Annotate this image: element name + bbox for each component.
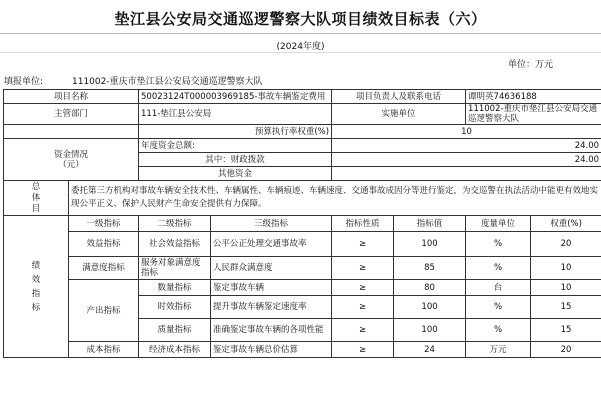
row-l2: 服务对象满意度指标 bbox=[139, 257, 211, 280]
funds-other-label: 其他资金 bbox=[139, 167, 332, 181]
row-l1: 产出指标 bbox=[69, 280, 139, 342]
row-weight: 20 bbox=[531, 342, 601, 358]
unit-label: 单位：万元 bbox=[507, 60, 553, 70]
row-l2: 时效指标 bbox=[139, 296, 211, 319]
project-name-value: 50023124T000003969185-事故车辆鉴定费用 bbox=[139, 90, 332, 104]
funds-total-value: 24.00 bbox=[332, 139, 601, 153]
header-value: 指标值 bbox=[394, 216, 466, 232]
divider bbox=[0, 52, 601, 53]
funds-fiscal-label: 其中：财政拨款 bbox=[139, 153, 332, 167]
row-value: 85 bbox=[394, 257, 466, 280]
row-l2: 经济成本指标 bbox=[139, 342, 211, 358]
row-l3: 人民群众满意度 bbox=[211, 257, 332, 280]
row-value: 100 bbox=[394, 319, 466, 342]
funds-other-value bbox=[332, 167, 601, 181]
dept-label: 主管部门 bbox=[4, 104, 139, 125]
row-l2: 质量指标 bbox=[139, 319, 211, 342]
row-unit: 万元 bbox=[466, 342, 531, 358]
project-name-label: 项目名称 bbox=[4, 90, 139, 104]
performance-table bbox=[3, 89, 601, 358]
project-name-row bbox=[4, 90, 601, 104]
year-label: (2024年度) bbox=[276, 42, 325, 52]
header-weight: 权重(%) bbox=[531, 216, 601, 232]
row-l3: 公平公正处理交通事故率 bbox=[211, 232, 332, 257]
weight-row bbox=[4, 125, 601, 139]
row-unit: % bbox=[466, 257, 531, 280]
header-l1: 一级指标 bbox=[69, 216, 139, 232]
owner-value: 谭明英74636188 bbox=[466, 90, 601, 104]
row-nature: ≥ bbox=[332, 280, 394, 296]
table-row bbox=[4, 257, 601, 280]
table-row bbox=[4, 280, 601, 296]
header-l3: 三级指标 bbox=[211, 216, 332, 232]
row-l3: 鉴定事故车辆 bbox=[211, 280, 332, 296]
page-title: 垫江县公安局交通巡逻警察大队项目绩效目标表（六） bbox=[114, 10, 487, 28]
row-nature: ≥ bbox=[332, 342, 394, 358]
row-value: 100 bbox=[394, 296, 466, 319]
header-row bbox=[4, 216, 601, 232]
impl-value: 111002-重庆市垫江县公安局交通巡逻警察大队 bbox=[466, 104, 601, 125]
row-unit: % bbox=[466, 319, 531, 342]
row-l3: 提升事故车辆鉴定速度率 bbox=[211, 296, 332, 319]
goal-label: 总 体 目 bbox=[4, 181, 69, 216]
row-unit: % bbox=[466, 296, 531, 319]
row-l1: 效益指标 bbox=[69, 232, 139, 257]
row-weight: 10 bbox=[531, 280, 601, 296]
row-weight: 10 bbox=[531, 257, 601, 280]
perf-label: 绩 效 指 标 bbox=[4, 216, 69, 358]
row-l3: 准确鉴定事故车辆的各项性能 bbox=[211, 319, 332, 342]
row-unit: % bbox=[466, 232, 531, 257]
funds-total-label: 年度资金总额: bbox=[139, 139, 332, 153]
dept-value: 111-垫江县公安局 bbox=[139, 104, 332, 125]
table-row bbox=[4, 232, 601, 257]
row-nature: ≥ bbox=[332, 232, 394, 257]
funds-total-row bbox=[4, 139, 601, 153]
row-value: 80 bbox=[394, 280, 466, 296]
row-value: 24 bbox=[394, 342, 466, 358]
row-weight: 20 bbox=[531, 232, 601, 257]
weight-value: 10 bbox=[332, 125, 601, 139]
goal-text: 委托第三方机构对事故车辆安全技术性、车辆属性、车辆痕迹、车辆速度、交通事故成因分等进行鉴定，为交巡警在执法活动中能更有效地实现公平正义、保护人民财产生命安全提供有力保障。 bbox=[69, 181, 601, 216]
row-l2: 社会效益指标 bbox=[139, 232, 211, 257]
row-nature: ≥ bbox=[332, 319, 394, 342]
header-unit: 度量单位 bbox=[466, 216, 531, 232]
funds-fiscal-value: 24.00 bbox=[332, 153, 601, 167]
row-l3: 鉴定事故车辆总价估算 bbox=[211, 342, 332, 358]
goal-row bbox=[4, 181, 601, 216]
report-unit-label: 填报单位: bbox=[4, 77, 44, 87]
row-l1: 成本指标 bbox=[69, 342, 139, 358]
impl-label: 实施单位 bbox=[332, 104, 466, 125]
row-l1: 满意度指标 bbox=[69, 257, 139, 280]
row-nature: ≥ bbox=[332, 257, 394, 280]
row-l2: 数量指标 bbox=[139, 280, 211, 296]
table-row bbox=[4, 342, 601, 358]
divider bbox=[0, 33, 601, 34]
weight-label: 预算执行率权重(%) bbox=[139, 125, 332, 139]
row-nature: ≥ bbox=[332, 296, 394, 319]
header-l2: 二级指标 bbox=[139, 216, 211, 232]
row-value: 100 bbox=[394, 232, 466, 257]
header-nature: 指标性质 bbox=[332, 216, 394, 232]
dept-row bbox=[4, 104, 601, 125]
row-unit: 台 bbox=[466, 280, 531, 296]
row-weight: 15 bbox=[531, 319, 601, 342]
report-unit-value: 111002-重庆市垫江县公安局交通巡逻警察大队 bbox=[72, 77, 263, 87]
funds-label: 资金情况 （元） bbox=[4, 139, 139, 181]
owner-label: 项目负责人及联系电话 bbox=[332, 90, 466, 104]
row-weight: 15 bbox=[531, 296, 601, 319]
